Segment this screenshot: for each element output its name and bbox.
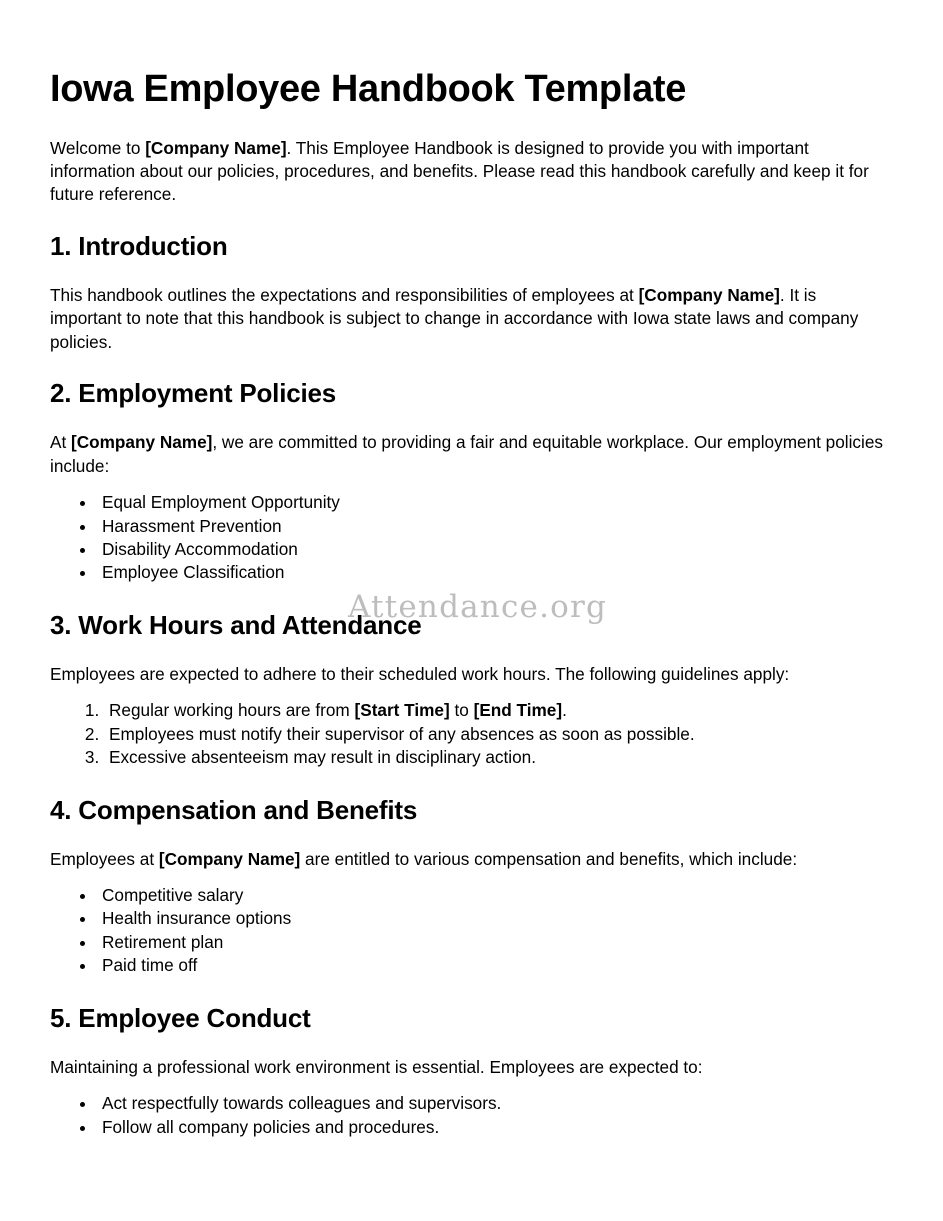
section-paragraph-5: Maintaining a professional work environment is essential. Employees are expected to:: [50, 1056, 703, 1077]
list-item: • Competitive salary: [97, 884, 883, 907]
section-2-bullet-list: [50, 491, 883, 585]
section-1-text-suffix: . It is important to note that this handbook is subject to change in accordance with Iowa state laws and company policies.: [50, 285, 859, 352]
section-heading-2: 2. Employment Policies: [50, 378, 337, 409]
numbered-item-1-middle: to: [449, 700, 474, 721]
section-heading-4: 4. Compensation and Benefits: [50, 794, 418, 825]
section-heading-3: 3. Work Hours and Attendance: [50, 609, 422, 640]
section-1-text-prefix: This handbook outlines the expectations and responsibilities of employees at: [50, 285, 639, 306]
end-time-placeholder: [End Time]: [473, 700, 563, 721]
section-3-numbered-list: [50, 699, 883, 769]
list-item: • Paid time off: [97, 954, 883, 977]
section-paragraph-2: [50, 431, 883, 478]
section-paragraph-1: [50, 284, 883, 354]
list-item: • Act respectfully towards colleagues and supervisors.: [97, 1092, 883, 1115]
section-2-text-suffix: , we are committed to providing a fair and equitable workplace. Our employment policies include:: [50, 432, 883, 476]
list-item: [104, 699, 883, 722]
section-1-company-placeholder: [Company Name]: [638, 285, 780, 306]
list-item: • Disability Accommodation: [97, 538, 883, 561]
list-item: • Equal Employment Opportunity: [97, 491, 883, 514]
numbered-item-1-suffix: .: [562, 700, 567, 721]
section-4-bullet-list: [50, 884, 883, 978]
list-item: • Retirement plan: [97, 931, 883, 954]
numbered-item-1-prefix: Regular working hours are from: [109, 700, 355, 721]
list-item: 3. Excessive absenteeism may result in disciplinary action.: [104, 746, 883, 769]
company-name-placeholder: [Company Name]: [145, 137, 287, 158]
section-4-text-suffix: are entitled to various compensation and benefits, which include:: [300, 848, 798, 869]
intro-paragraph: [50, 137, 883, 207]
intro-suffix: . This Employee Handbook is designed to provide you with important information about our policies, procedures, and benefits. Please read this handbook carefully and keep it for future reference.: [50, 137, 869, 205]
list-item: • Harassment Prevention: [97, 515, 883, 538]
intro-prefix: Welcome to: [50, 137, 146, 158]
list-item: • Follow all company policies and procedures.: [97, 1116, 883, 1139]
section-5-bullet-list: [50, 1092, 883, 1139]
section-heading-1: 1. Introduction: [50, 230, 228, 261]
list-item: • Health insurance options: [97, 907, 883, 930]
page-title: Iowa Employee Handbook Template: [50, 68, 687, 110]
section-paragraph-4: [50, 848, 883, 871]
section-4-text-prefix: Employees at: [50, 848, 159, 869]
section-heading-5: 5. Employee Conduct: [50, 1002, 311, 1033]
start-time-placeholder: [Start Time]: [354, 700, 450, 721]
section-paragraph-3: Employees are expected to adhere to their scheduled work hours. The following guidelines apply:: [50, 663, 790, 684]
section-2-company-placeholder: [Company Name]: [71, 432, 213, 453]
list-item: 2. Employees must notify their supervisor of any absences as soon as possible.: [104, 723, 883, 746]
watermark-text: Attendance.org: [348, 589, 608, 625]
section-4-company-placeholder: [Company Name]: [158, 848, 301, 869]
list-item: • Employee Classification: [97, 561, 883, 584]
section-2-text-prefix: At: [50, 432, 72, 453]
